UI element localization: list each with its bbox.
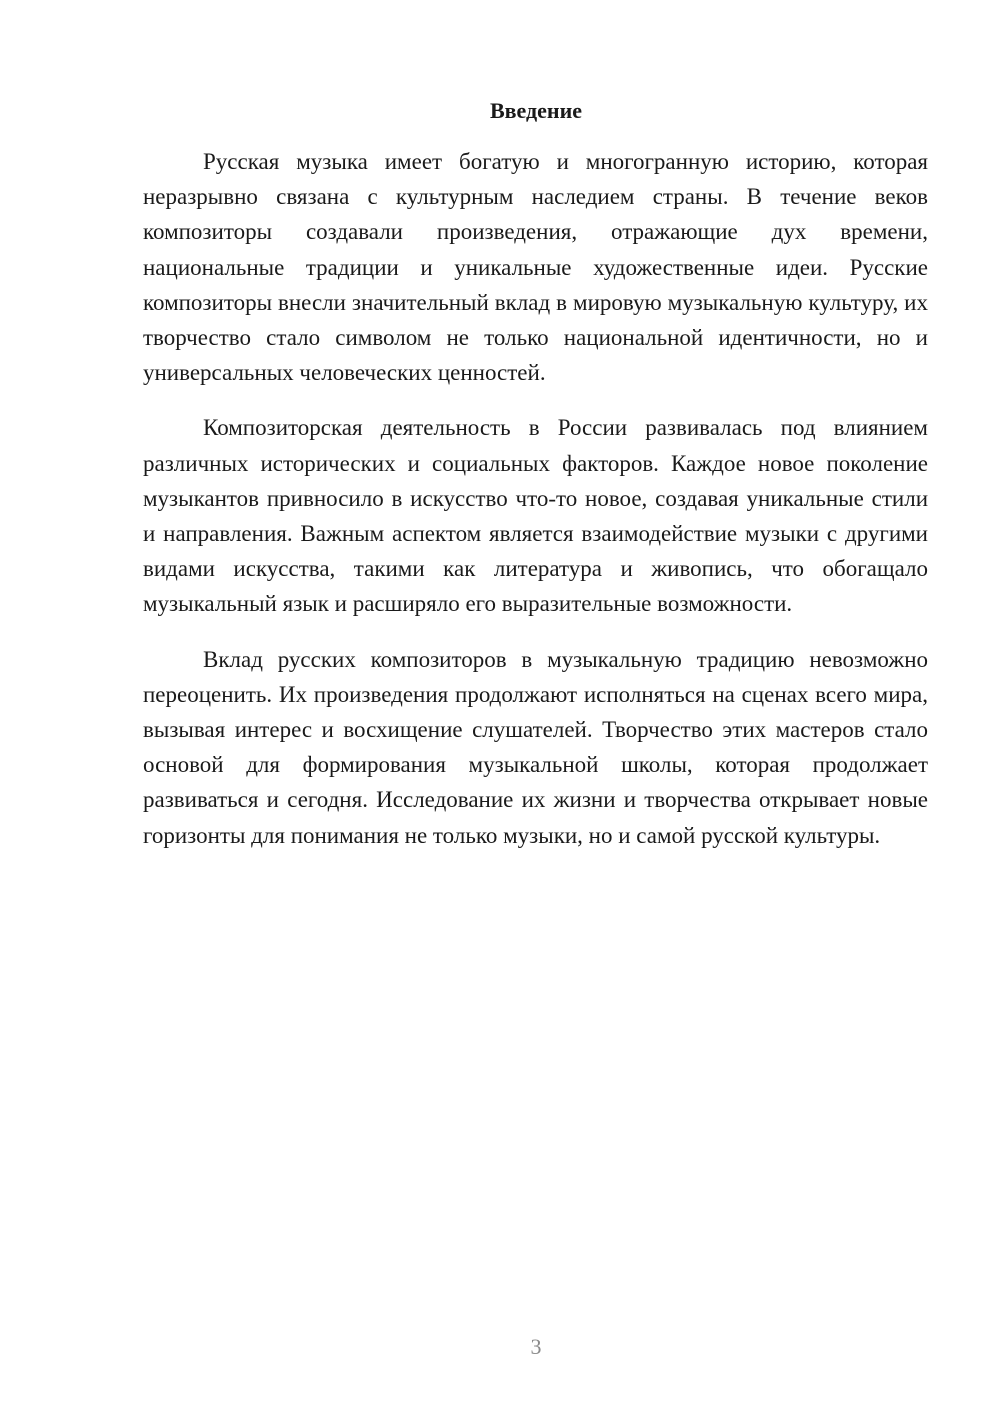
page-number: 3 <box>530 1334 542 1359</box>
document-body <box>143 144 928 873</box>
page-title: Введение <box>489 98 583 123</box>
paragraph-2: Композиторская деятельность в России развивалась под влиянием различных исторических и социальных факторов. Каждое новое поколение музыкантов привносило в искусство что-то новое, создавая уникальные стили и направления. Важным аспектом является взаимодействие музыки с другими видами искусства, такими как литература и живопись, что обогащало музыкальный язык и расширяло его выразительные возможности. <box>143 415 928 617</box>
paragraph-1: Русская музыка имеет богатую и многогранную историю, которая неразрывно связана с культурным наследием страны. В течение веков композиторы создавали произведения, отражающие дух времени, национальные традиции и уникальные художественные идеи. Русские композиторы внесли значительный вклад в мировую музыкальную культуру, их творчество стало символом не только национальной идентичности, но и универсальных человеческих ценностей. <box>143 149 928 386</box>
paragraph-3: Вклад русских композиторов в музыкальную традицию невозможно переоценить. Их произведения продолжают исполняться на сценах всего мира, вызывая интерес и восхищение слушателей. Творчество этих мастеров стало основой для формирования музыкальной школы, которая продолжает развиваться и сегодня. Исследование их жизни и творчества открывает новые горизонты для понимания не только музыки, но и самой русской культуры. <box>143 646 928 848</box>
